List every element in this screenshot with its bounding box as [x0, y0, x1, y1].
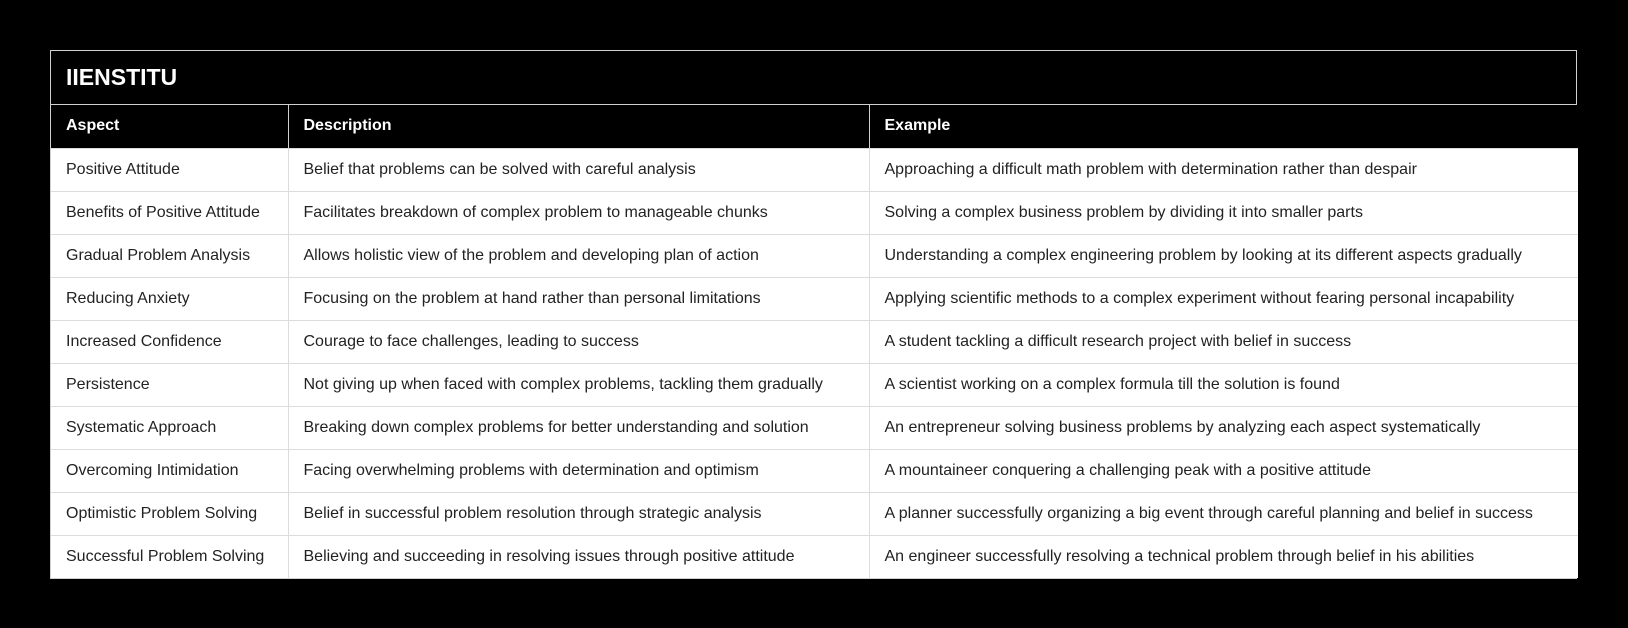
example-cell: A scientist working on a complex formula till the solution is found [869, 363, 1578, 406]
aspect-cell: Persistence [51, 363, 288, 406]
table-row [51, 277, 1578, 320]
description-cell: Belief that problems can be solved with careful analysis [288, 148, 869, 191]
aspects-table [50, 50, 1577, 579]
aspect-cell: Overcoming Intimidation [51, 449, 288, 492]
column-header-aspect: Aspect [51, 105, 288, 148]
description-cell: Facing overwhelming problems with determination and optimism [288, 449, 869, 492]
description-cell: Believing and succeeding in resolving issues through positive attitude [288, 535, 869, 578]
table-row [51, 234, 1578, 277]
table-title: IIENSTITU [51, 51, 1576, 105]
table-row [51, 449, 1578, 492]
description-cell: Belief in successful problem resolution through strategic analysis [288, 492, 869, 535]
data-table [51, 105, 1578, 578]
aspect-cell: Reducing Anxiety [51, 277, 288, 320]
example-cell: An engineer successfully resolving a technical problem through belief in his abilities [869, 535, 1578, 578]
header-row [51, 105, 1578, 148]
description-cell: Allows holistic view of the problem and developing plan of action [288, 234, 869, 277]
aspect-cell: Benefits of Positive Attitude [51, 191, 288, 234]
example-cell: Understanding a complex engineering problem by looking at its different aspects gradually [869, 234, 1578, 277]
example-cell: Applying scientific methods to a complex experiment without fearing personal incapability [869, 277, 1578, 320]
aspect-cell: Positive Attitude [51, 148, 288, 191]
aspect-cell: Successful Problem Solving [51, 535, 288, 578]
column-header-description: Description [288, 105, 869, 148]
example-cell: Solving a complex business problem by dividing it into smaller parts [869, 191, 1578, 234]
description-cell: Facilitates breakdown of complex problem to manageable chunks [288, 191, 869, 234]
example-cell: A student tackling a difficult research project with belief in success [869, 320, 1578, 363]
example-cell: A planner successfully organizing a big event through careful planning and belief in success [869, 492, 1578, 535]
table-row [51, 363, 1578, 406]
example-cell: A mountaineer conquering a challenging peak with a positive attitude [869, 449, 1578, 492]
example-cell: An entrepreneur solving business problems by analyzing each aspect systematically [869, 406, 1578, 449]
description-cell: Not giving up when faced with complex problems, tackling them gradually [288, 363, 869, 406]
table-row [51, 406, 1578, 449]
description-cell: Courage to face challenges, leading to success [288, 320, 869, 363]
description-cell: Breaking down complex problems for better understanding and solution [288, 406, 869, 449]
table-row [51, 320, 1578, 363]
example-cell: Approaching a difficult math problem with determination rather than despair [869, 148, 1578, 191]
table-row [51, 492, 1578, 535]
table-row [51, 535, 1578, 578]
table-row [51, 191, 1578, 234]
description-cell: Focusing on the problem at hand rather than personal limitations [288, 277, 869, 320]
column-header-example: Example [869, 105, 1578, 148]
aspect-cell: Gradual Problem Analysis [51, 234, 288, 277]
aspect-cell: Optimistic Problem Solving [51, 492, 288, 535]
table-row [51, 148, 1578, 191]
aspect-cell: Increased Confidence [51, 320, 288, 363]
aspect-cell: Systematic Approach [51, 406, 288, 449]
